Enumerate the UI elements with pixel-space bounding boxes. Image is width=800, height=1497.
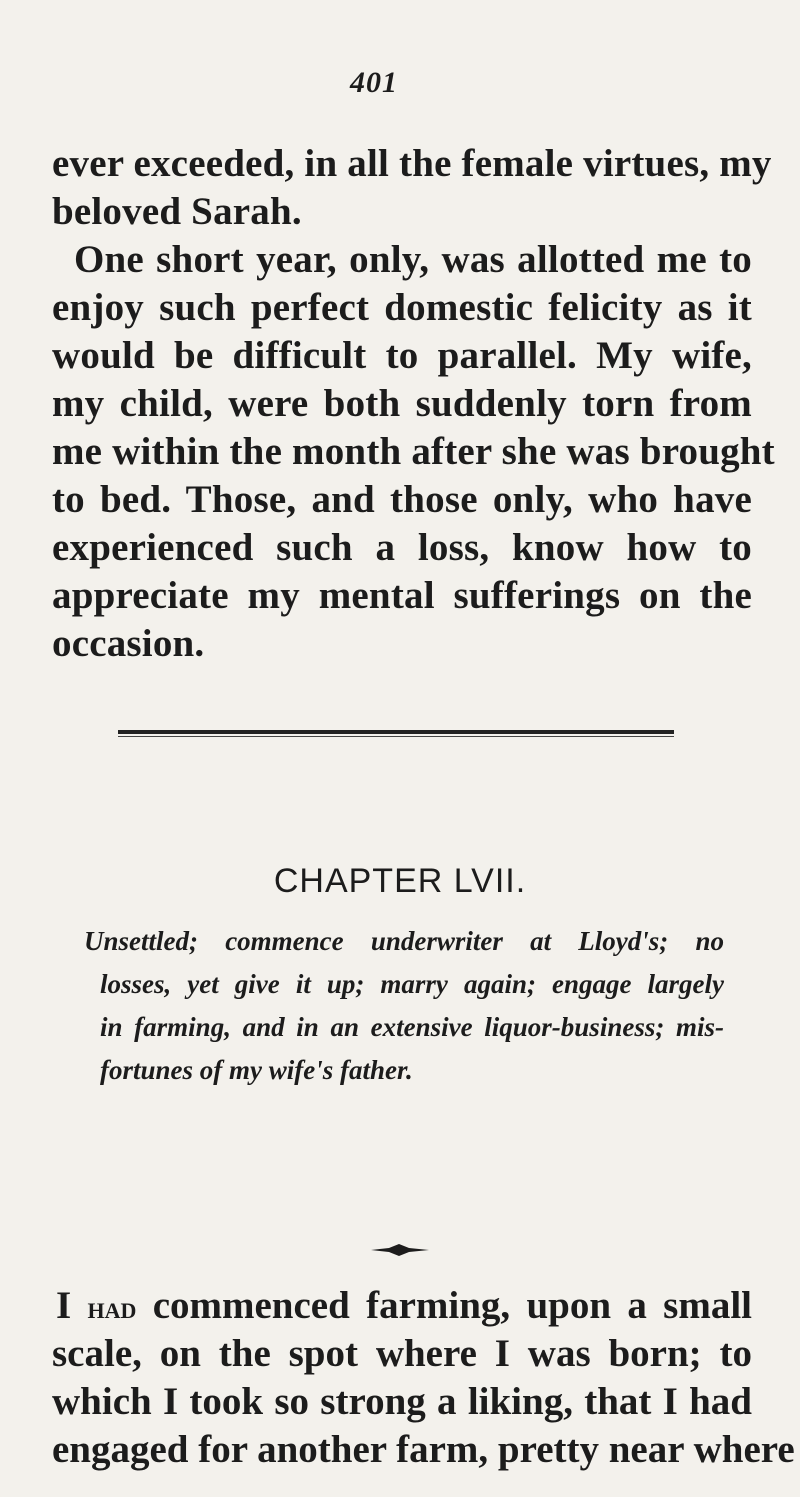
text-line: beloved Sarah.: [52, 190, 302, 233]
chapter-heading: CHAPTER LVII.: [273, 862, 527, 900]
chapter-summary: [84, 920, 724, 1092]
text-line: me within the month after she was brought: [52, 430, 775, 473]
ornament-icon: [371, 1243, 429, 1257]
first-word: I: [56, 1284, 72, 1327]
text-block-bottom: [52, 1282, 795, 1474]
text-line: scale, on the spot where I was born; to: [52, 1332, 752, 1375]
text-line: ever exceeded, in all the female virtues, my: [52, 142, 772, 185]
summary-line: Unsettled; commence underwriter at Lloyd's; no: [84, 926, 724, 956]
first-line-rest: commenced farming, upon a small: [152, 1284, 753, 1327]
text-line: experienced such a loss, know how to: [52, 526, 752, 569]
page-number: 401: [350, 66, 398, 99]
text-line: to bed. Those, and those only, who have: [52, 478, 752, 521]
summary-line: fortunes of my wife's father.: [100, 1055, 413, 1085]
summary-line: in farming, and in an extensive liquor-business; mis-: [100, 1012, 724, 1042]
text-line: would be difficult to parallel. My wife,: [52, 334, 752, 377]
text-line: One short year, only, was allotted me to: [74, 238, 752, 281]
text-line: appreciate my mental sufferings on the: [52, 574, 752, 617]
divider-thin-rule: [118, 736, 674, 737]
section-divider: [118, 730, 674, 738]
smallcaps-word: had: [87, 1289, 137, 1325]
divider-thick-rule: [118, 730, 674, 734]
summary-line: losses, yet give it up; marry again; engage largely: [100, 969, 724, 999]
text-block-top: [52, 140, 775, 668]
text-line-first: [52, 1282, 752, 1330]
text-line: enjoy such perfect domestic felicity as it: [52, 286, 752, 329]
text-line: engaged for another farm, pretty near where: [52, 1428, 795, 1471]
text-line: which I took so strong a liking, that I had: [52, 1380, 752, 1423]
text-line: occasion.: [52, 622, 205, 665]
text-line: my child, were both suddenly torn from: [52, 382, 752, 425]
